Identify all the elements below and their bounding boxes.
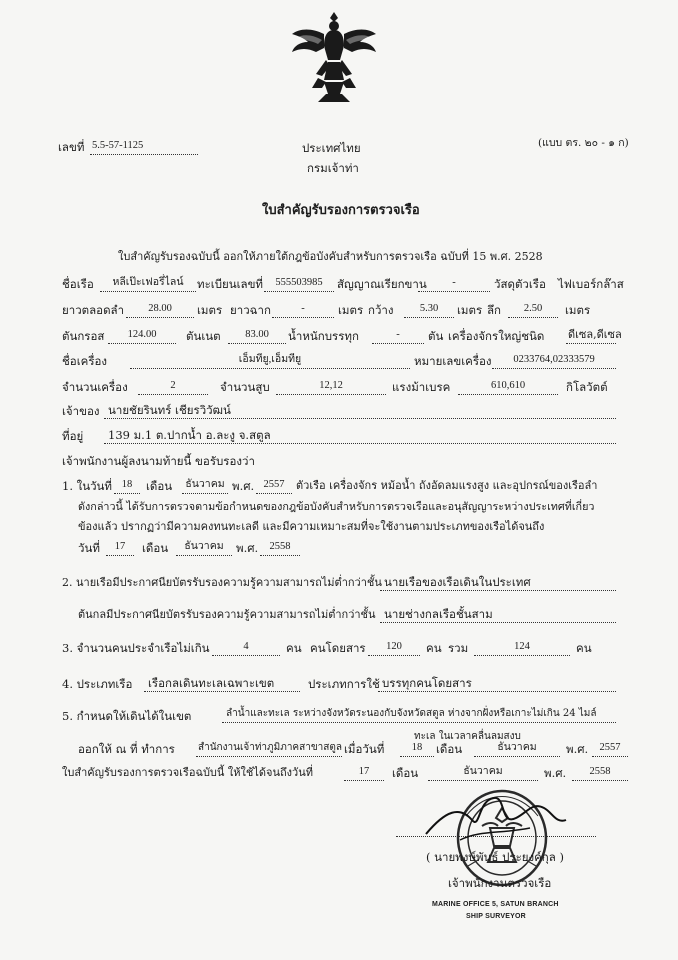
signal-value: -	[452, 277, 456, 288]
item1-line2: ดังกล่าวนี้ ได้รับการตรวจตามข้อกำหนดของกฎข้อบังคับสำหรับการตรวจเรือและอนุสัญญาระหว่างประเทศที่เกี่ยว	[78, 500, 595, 513]
department-label: กรมเจ้าท่า	[307, 161, 359, 175]
item5-month-label: เดือน	[436, 742, 463, 756]
kw-label: กิโลวัตต์	[566, 380, 608, 394]
cylinder-label: จำนวนสูบ	[220, 380, 270, 394]
depth-value: 2.50	[523, 303, 543, 314]
item2-label: 2. นายเรือมีประกาศนียบัตรรับรองความรู้ความสามารถไม่ต่ำกว่าชั้น	[62, 576, 382, 589]
owner-value: นายชัยรินทร์ เชียรวิวัฒน์	[108, 403, 231, 417]
item5-valid-label: ใบสำคัญรับรองการตรวจเรือฉบับนี้ ให้ใช้ได้จนถึงวันที่	[62, 766, 313, 779]
item5-zone-extra: ทะเล ในเวลาคลื่นลมสงบ	[414, 731, 521, 742]
stamp-line-1: MARINE OFFICE 5, SATUN BRANCH	[432, 901, 559, 908]
item5-month: ธันวาคม	[497, 742, 537, 753]
engine-no-value: 0233764,02333579	[513, 354, 595, 365]
item2-value: นายเรือของเรือเดินในประเทศ	[384, 575, 531, 589]
item1-until-month: ธันวาคม	[184, 541, 224, 552]
surveyor-position: เจ้าพนักงานตรวจเรือ	[448, 876, 552, 890]
item5-valid-year: 2558	[589, 766, 611, 777]
engine-count-value: 2	[170, 380, 176, 391]
reg-label: ทะเบียนเลขที่	[197, 277, 264, 291]
meter-label-1: เมตร	[197, 303, 223, 317]
width-label: กว้าง	[368, 303, 394, 317]
ship-name-value: หลีเป๊ะเฟอรี่ไลน์	[112, 277, 184, 288]
item4-use: บรรทุกคนโดยสาร	[382, 676, 472, 690]
cert-intro-text: เจ้าพนักงานผู้ลงนามท้ายนี้ ขอรับรองว่า	[62, 454, 255, 468]
item5-issue-label: ออกให้ ณ ที่ ทำการ	[78, 742, 175, 756]
item5-valid-month-label: เดือน	[392, 766, 419, 780]
depth-label: ลึก	[487, 303, 502, 317]
item5-office: สำนักงานเจ้าท่าภูมิภาคสาขาสตูล	[198, 742, 343, 753]
doc-no-value: 5.5-57-1125	[92, 140, 144, 151]
item1-year: 2557	[263, 479, 285, 490]
item4-label: 4. ประเภทเรือ	[62, 677, 133, 691]
gross-value: 124.00	[127, 329, 157, 340]
item2-value2: นายช่างกลเรือชั้นสาม	[384, 607, 493, 621]
item5-zone: ลำน้ำและทะเล ระหว่างจังหวัดระนองกับจังหวัดสตูล ห่างจากฝั่งหรือเกาะไม่เกิน 24 ไมล์	[226, 708, 597, 719]
engine-type-value: ดีเซล,ดีเซล	[568, 328, 622, 341]
dwt-label: น้ำหนักบรรทุก	[288, 329, 359, 343]
item5-valid-month: ธันวาคม	[463, 766, 503, 777]
item5-when-label: เมื่อวันที่	[344, 742, 385, 756]
item1-line3: ข้องแล้ว ปรากฏว่ามีความคงทนทะเลดี และมีความเหมาะสมที่จะใช้งานตามประเภทของเรือได้จนถึง	[78, 520, 545, 533]
address-label: ที่อยู่	[62, 429, 84, 443]
doc-no-label: เลขที่	[58, 140, 85, 154]
item3-total-label: รวม	[448, 641, 469, 655]
item1-day: 18	[121, 479, 133, 490]
item1-until-day: 17	[114, 541, 126, 552]
hp-value: 610,610	[490, 380, 526, 391]
item3-passengers: 120	[386, 641, 402, 652]
cylinder-value: 12,12	[319, 380, 343, 391]
item4-type: เรือกลเดินทะเลเฉพาะเขต	[148, 676, 275, 690]
item1-until-month-label: เดือน	[142, 541, 169, 555]
item1-month-label: เดือน	[146, 479, 173, 493]
item1-until-year: 2558	[269, 541, 291, 552]
engine-count-label: จำนวนเครื่อง	[62, 380, 128, 394]
gross-label: ตันกรอส	[62, 329, 105, 343]
item5-label: 5. กำหนดให้เดินได้ในเขต	[62, 709, 192, 723]
item5-valid-day: 17	[358, 766, 370, 777]
material-value: ไฟเบอร์กล๊าส	[558, 277, 624, 291]
engine-name-value: เอ็มทียู,เอ็มทียู	[238, 354, 302, 365]
hp-label: แรงม้าเบรค	[392, 380, 451, 394]
meter-label-2: เมตร	[338, 303, 364, 317]
item1-prefix: 1. ในวันที่	[62, 479, 113, 493]
document-title: ใบสำคัญรับรองการตรวจเรือ	[262, 203, 420, 218]
surveyor-name: ( นายพงษ์พันธ์ ประยงค์กุล )	[426, 850, 564, 864]
item3-total: 124	[514, 641, 530, 652]
item3-person2: คน	[426, 641, 442, 655]
item3-person3: คน	[576, 641, 592, 655]
signature-scribble-icon	[420, 790, 570, 850]
item1-until-year-label: พ.ศ.	[236, 541, 259, 555]
item2-label2: ต้นกลมีประกาศนียบัตรรับรองความรู้ความสามารถไม่ต่ำกว่าชั้น	[78, 608, 376, 621]
material-label: วัสดุตัวเรือ	[494, 277, 546, 291]
garuda-emblem-icon	[288, 8, 380, 104]
item5-day: 18	[411, 742, 423, 753]
engine-type-label: เครื่องจักรใหญ่ชนิด	[448, 329, 545, 343]
engine-name-label: ชื่อเครื่อง	[62, 354, 108, 368]
loa-value: 28.00	[148, 303, 172, 314]
ylen-label: ยาวฉาก	[230, 303, 271, 317]
loa-label: ยาวตลอดลำ	[62, 303, 125, 317]
item3-person1: คน	[286, 641, 302, 655]
ship-name-label: ชื่อเรือ	[62, 277, 94, 291]
item5-year-label: พ.ศ.	[566, 742, 589, 756]
country-label: ประเทศไทย	[302, 141, 361, 155]
item3-passenger-label: คนโดยสาร	[310, 641, 366, 655]
stamp-line-2: SHIP SURVEYOR	[466, 913, 526, 920]
item3-crew: 4	[243, 641, 249, 652]
item1-text: ตัวเรือ เครื่องจักร หม้อน้ำ ถังอัดลมแรงสูง และอุปกรณ์ของเรือลำ	[296, 479, 598, 492]
signal-label: สัญญาณเรียกขาน	[337, 277, 427, 291]
item1-until-label: วันที่	[78, 541, 100, 555]
item1-year-label: พ.ศ.	[232, 479, 255, 493]
item5-year: 2557	[599, 742, 621, 753]
reg-value: 555503985	[275, 277, 323, 288]
owner-label: เจ้าของ	[62, 404, 100, 418]
item3-label: 3. จำนวนคนประจำเรือไม่เกิน	[62, 641, 210, 655]
item1-month: ธันวาคม	[185, 479, 225, 490]
item4-use-label: ประเภทการใช้	[308, 677, 380, 691]
width-value: 5.30	[419, 303, 439, 314]
ylen-value: -	[301, 303, 305, 314]
net-value: 83.00	[245, 329, 269, 340]
form-code: (แบบ ตร. ๒๐ - ๑ ก)	[538, 137, 629, 149]
intro-text: ใบสำคัญรับรองฉบับนี้ ออกให้ภายใต้กฎข้อบังคับสำหรับการตรวจเรือ ฉบับที่ 15 พ.ศ. 2528	[118, 250, 543, 263]
engine-no-label: หมายเลขเครื่อง	[414, 354, 492, 368]
ton-label: ตัน	[428, 329, 444, 343]
net-label: ตันเนต	[186, 329, 221, 343]
item5-valid-year-label: พ.ศ.	[544, 766, 567, 780]
address-value: 139 ม.1 ต.ปากน้ำ อ.ละงู จ.สตูล	[108, 428, 271, 442]
meter-label-4: เมตร	[565, 303, 591, 317]
dwt-value: -	[396, 329, 400, 340]
meter-label-3: เมตร	[457, 303, 483, 317]
